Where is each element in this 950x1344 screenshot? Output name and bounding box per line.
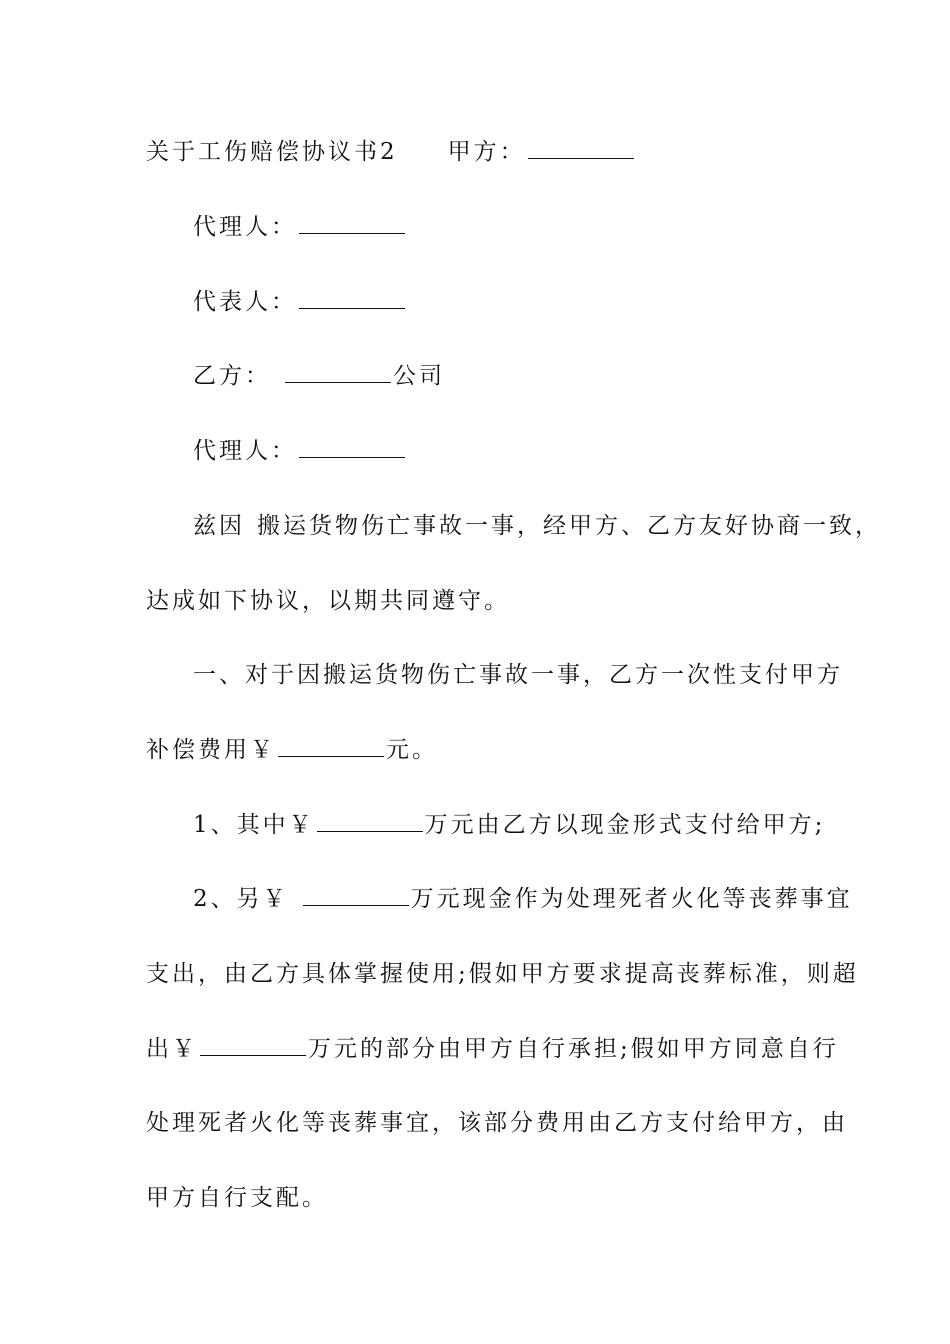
representative-line — [193, 287, 407, 317]
sub2-text-d: 出￥ — [146, 1036, 198, 1062]
agent-label-2: 代理人： — [193, 438, 297, 464]
sub2-text-c: 支出，由乙方具体掌握使用;假如甲方要求提高丧葬标准，则超 — [146, 961, 859, 987]
sub2-text-g: 甲方自行支配。 — [146, 1185, 328, 1211]
sub2-text-f: 处理死者火化等丧葬事宜，该部分费用由乙方支付给甲方，由 — [146, 1110, 848, 1136]
item1-text-a: 一、对于因搬运货物伤亡事故一事，乙方一次性支付甲方 — [193, 662, 843, 688]
sub1-line — [193, 810, 825, 840]
party-b-blank — [285, 362, 391, 383]
party-a-blank — [528, 138, 634, 159]
party-b-line — [193, 361, 445, 391]
para1-text-b: 搬运货物伤亡事故一事，经甲方、乙方友好协商一致， — [257, 513, 881, 539]
party-a-label: 甲方： — [447, 139, 526, 165]
party-b-suffix: 公司 — [393, 363, 445, 389]
item1-line2 — [146, 735, 438, 765]
agent-blank-2 — [299, 437, 405, 458]
sub2-text-b: 万元现金作为处理死者火化等丧葬事宜 — [410, 886, 853, 912]
sub2-line2 — [146, 959, 859, 989]
agent-line-2 — [193, 436, 407, 466]
party-b-label: 乙方： — [193, 363, 271, 389]
item1-line1 — [193, 660, 843, 690]
compensation-blank — [278, 736, 384, 757]
title-line — [146, 137, 636, 167]
para1-line2 — [146, 586, 510, 616]
sub1-text-a: 1、其中￥ — [193, 812, 315, 838]
sub2-line3 — [146, 1034, 839, 1064]
para1-line1 — [193, 511, 881, 541]
agent-blank-1 — [299, 213, 405, 234]
representative-blank — [299, 288, 405, 309]
sub2-line4 — [146, 1108, 848, 1138]
agent-line-1 — [193, 212, 407, 242]
document-title: 关于工伤赔偿协议书2 — [146, 139, 398, 165]
item1-text-b: 补偿费用￥ — [146, 737, 276, 763]
sub1-text-b: 万元由乙方以现金形式支付给甲方; — [424, 812, 826, 838]
sub2-text-e: 万元的部分由甲方自行承担;假如甲方同意自行 — [308, 1036, 839, 1062]
para1-text-c: 达成如下协议，以期共同遵守。 — [146, 588, 510, 614]
item1-text-c: 元。 — [386, 737, 438, 763]
agent-label-1: 代理人： — [193, 214, 297, 240]
sub1-blank — [317, 811, 423, 832]
para1-text-a: 兹因 — [193, 513, 245, 539]
sub2-blank-1 — [303, 885, 409, 906]
representative-label: 代表人： — [193, 289, 297, 315]
sub2-line1 — [193, 884, 853, 914]
sub2-text-a: 2、另￥ — [193, 886, 289, 912]
sub2-blank-2 — [200, 1035, 306, 1056]
sub2-line5 — [146, 1183, 328, 1213]
